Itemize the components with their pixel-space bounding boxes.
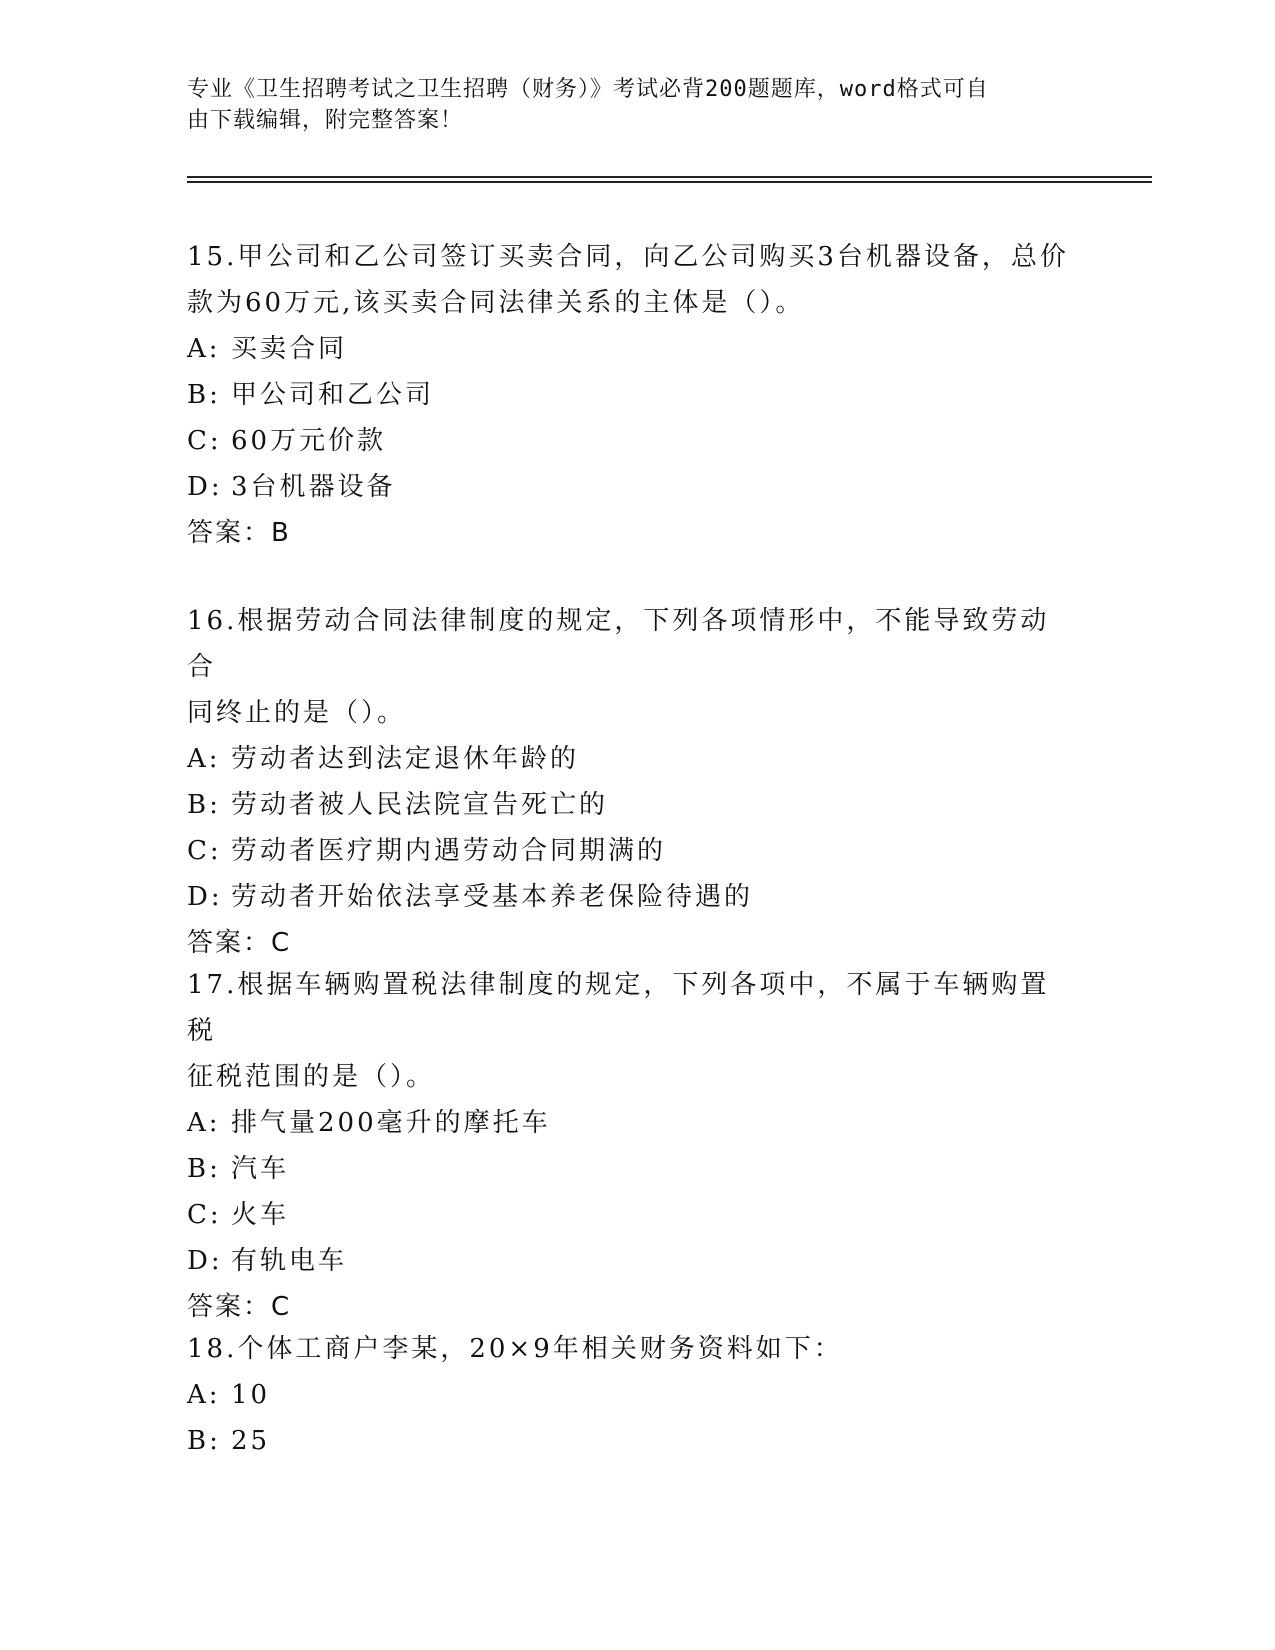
question-18 — [187, 1326, 1077, 1464]
option-c — [187, 418, 1077, 464]
question-title-line-1: 15.甲公司和乙公司签订买卖合同，向乙公司购买3台机器设备，总价 — [187, 242, 1069, 272]
header-divider-bottom — [187, 181, 1152, 183]
option-b — [187, 1418, 1077, 1464]
option-text: 有轨电车 — [231, 1246, 348, 1276]
option-key: B: — [187, 1154, 221, 1184]
question-title-line-2: 款为60万元,该买卖合同法律关系的主体是（）。 — [187, 288, 805, 318]
document-header — [187, 74, 1077, 136]
option-key: D: — [187, 1246, 223, 1276]
header-line-1: 专业《卫生招聘考试之卫生招聘（财务）》考试必背200题题库，word格式可自 — [187, 77, 989, 102]
option-key: A: — [187, 1108, 221, 1138]
question-title-line-2: 征税范围的是（）。 — [187, 1062, 436, 1092]
header-divider-top — [187, 176, 1152, 178]
question-title-line-1: 18.个体工商户李某，20×9年相关财务资料如下： — [187, 1334, 843, 1364]
question-title — [187, 1326, 1077, 1372]
question-title — [187, 598, 1077, 736]
option-d — [187, 464, 1077, 510]
option-b — [187, 372, 1077, 418]
option-a — [187, 1100, 1077, 1146]
option-d — [187, 1238, 1077, 1284]
header-line-2: 由下载编辑，附完整答案！ — [187, 108, 464, 133]
option-key: A: — [187, 744, 221, 774]
option-text: 25 — [231, 1426, 271, 1456]
option-key: B: — [187, 380, 221, 410]
option-c — [187, 828, 1077, 874]
question-title — [187, 234, 1077, 326]
option-key: C: — [187, 1200, 222, 1230]
option-text: 10 — [231, 1380, 271, 1410]
option-text: 劳动者被人民法院宣告死亡的 — [231, 790, 609, 820]
option-key: D: — [187, 472, 223, 502]
question-title-line-1: 17.根据车辆购置税法律制度的规定，下列各项中，不属于车辆购置税 — [187, 970, 1050, 1046]
option-text: 汽车 — [231, 1154, 290, 1184]
option-key: A: — [187, 1380, 221, 1410]
question-16 — [187, 598, 1077, 966]
option-key: B: — [187, 790, 221, 820]
option-text: 排气量200毫升的摩托车 — [231, 1108, 551, 1138]
option-b — [187, 782, 1077, 828]
option-key: B: — [187, 1426, 221, 1456]
answer: 答案：B — [187, 518, 291, 548]
option-a — [187, 736, 1077, 782]
question-title — [187, 962, 1077, 1100]
question-title-line-2: 同终止的是（）。 — [187, 698, 407, 728]
option-key: A: — [187, 334, 221, 364]
option-text: 劳动者医疗期内遇劳动合同期满的 — [231, 836, 667, 866]
option-text: 劳动者达到法定退休年龄的 — [231, 744, 580, 774]
answer: 答案：C — [187, 1292, 292, 1322]
question-title-line-1: 16.根据劳动合同法律制度的规定，下列各项情形中，不能导致劳动合 — [187, 606, 1050, 682]
option-c — [187, 1192, 1077, 1238]
option-text: 60万元价款 — [231, 426, 387, 456]
option-key: D: — [187, 882, 223, 912]
question-17 — [187, 962, 1077, 1330]
question-15 — [187, 234, 1077, 556]
option-a — [187, 326, 1077, 372]
option-d — [187, 874, 1077, 920]
option-text: 甲公司和乙公司 — [231, 380, 435, 410]
option-text: 火车 — [231, 1200, 290, 1230]
option-a — [187, 1372, 1077, 1418]
option-text: 买卖合同 — [231, 334, 348, 364]
option-text: 3台机器设备 — [231, 472, 396, 502]
option-key: C: — [187, 426, 222, 456]
answer: 答案：C — [187, 928, 292, 958]
option-b — [187, 1146, 1077, 1192]
option-text: 劳动者开始依法享受基本养老保险待遇的 — [231, 882, 754, 912]
option-key: C: — [187, 836, 222, 866]
